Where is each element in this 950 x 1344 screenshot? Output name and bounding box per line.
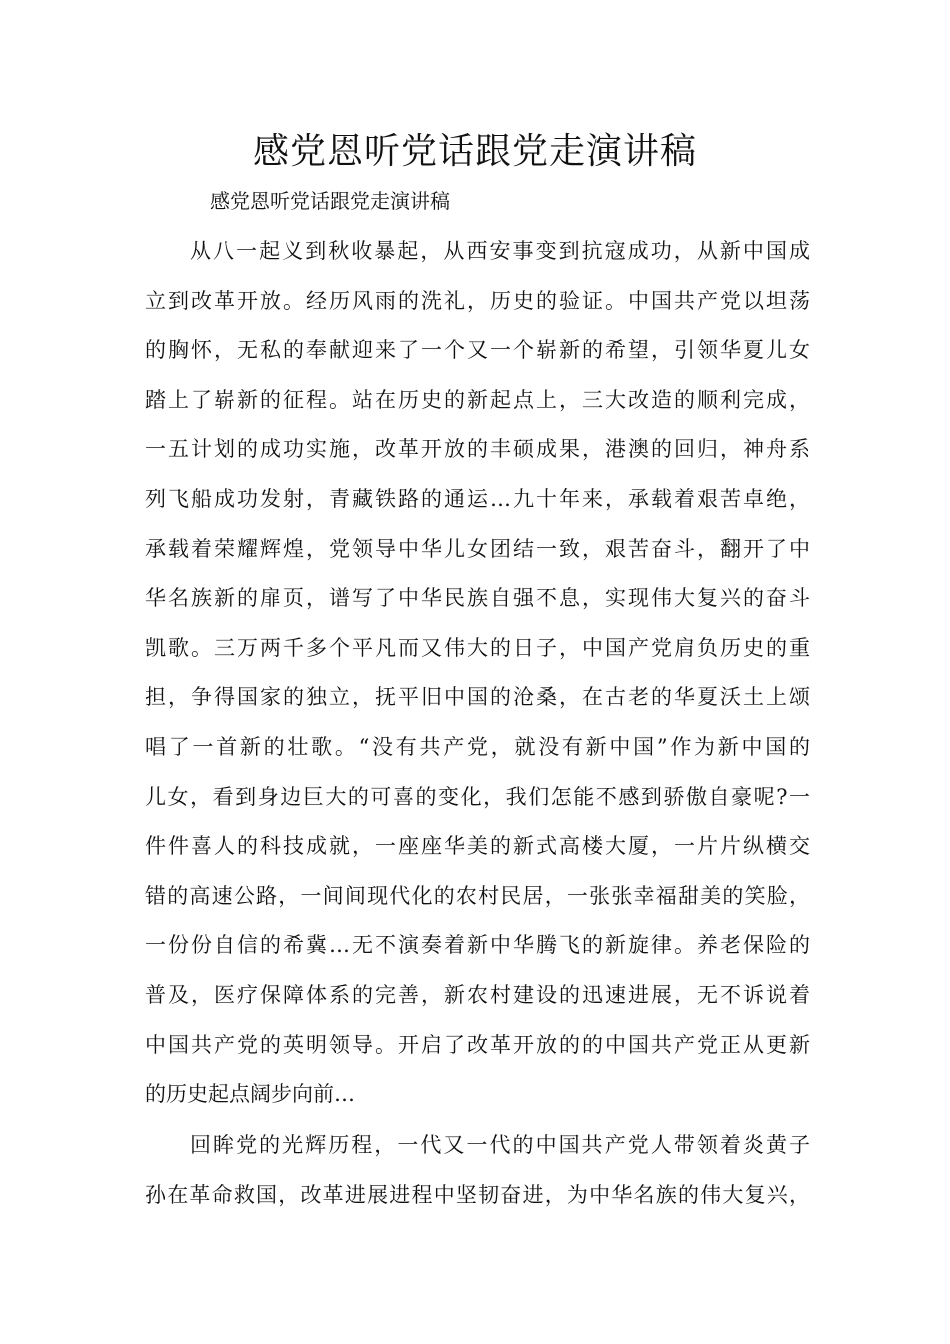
paragraph-line: 的历史起点阔步向前…	[145, 1082, 355, 1107]
document-title: 感党恩听党话跟党走演讲稿	[252, 131, 697, 172]
paragraph-line: 列飞船成功发射，青藏铁路的通运…九十年来，承载着艰苦卓绝，	[145, 486, 810, 511]
paragraph-line: 唱了一首新的壮歌。“没有共产党，就没有新中国”作为新中国的	[145, 734, 810, 759]
document-subtitle: 感党恩听党话跟党走演讲稿	[210, 189, 450, 213]
paragraph-line: 儿女，看到身边巨大的可喜的变化，我们怎能不感到骄傲自豪呢?一	[145, 784, 810, 809]
paragraph-line: 承载着荣耀辉煌，党领导中华儿女团结一致，艰苦奋斗，翻开了中	[145, 536, 810, 561]
paragraph-line: 从八一起义到秋收暴起，从西安事变到抗寇成功，从新中国成	[190, 239, 810, 263]
paragraph-line: 一五计划的成功实施，改革开放的丰硕成果，港澳的回归，神舟系	[145, 437, 810, 462]
paragraph-1	[145, 236, 810, 1129]
paragraph-line: 孙在革命救国，改革进展进程中坚韧奋进，为中华名族的伟大复兴，	[145, 1182, 810, 1207]
paragraph-line: 立到改革开放。经历风雨的洗礼，历史的验证。中国共产党以坦荡	[145, 288, 810, 313]
paragraph-line: 错的高速公路，一间间现代化的农村民居，一张张幸福甜美的笑脸，	[145, 883, 810, 908]
paragraph-line: 担，争得国家的独立，抚平旧中国的沧桑，在古老的华夏沃土上颂	[145, 685, 810, 710]
paragraph-line: 踏上了崭新的征程。站在历史的新起点上，三大改造的顺利完成，	[145, 387, 810, 412]
paragraph-line: 一份份自信的希冀…无不演奏着新中华腾飞的新旋律。养老保险的	[145, 933, 810, 958]
paragraph-line: 件件喜人的科技成就，一座座华美的新式高楼大厦，一片片纵横交	[145, 834, 810, 859]
paragraph-2	[145, 1130, 810, 1229]
paragraph-line: 凯歌。三万两千多个平凡而又伟大的日子，中国产党肩负历史的重	[145, 635, 810, 660]
paragraph-line: 中国共产党的英明领导。开启了改革开放的的中国共产党正从更新	[145, 1032, 810, 1057]
paragraph-line: 华名族新的扉页，谱写了中华民族自强不息，实现伟大复兴的奋斗	[145, 586, 810, 611]
paragraph-line: 的胸怀，无私的奉献迎来了一个又一个崭新的希望，引领华夏儿女	[145, 338, 810, 363]
paragraph-line: 普及，医疗保障体系的完善，新农村建设的迅速进展，无不诉说着	[145, 982, 810, 1007]
paragraph-line: 回眸党的光辉历程，一代又一代的中国共产党人带领着炎黄子	[190, 1133, 810, 1157]
